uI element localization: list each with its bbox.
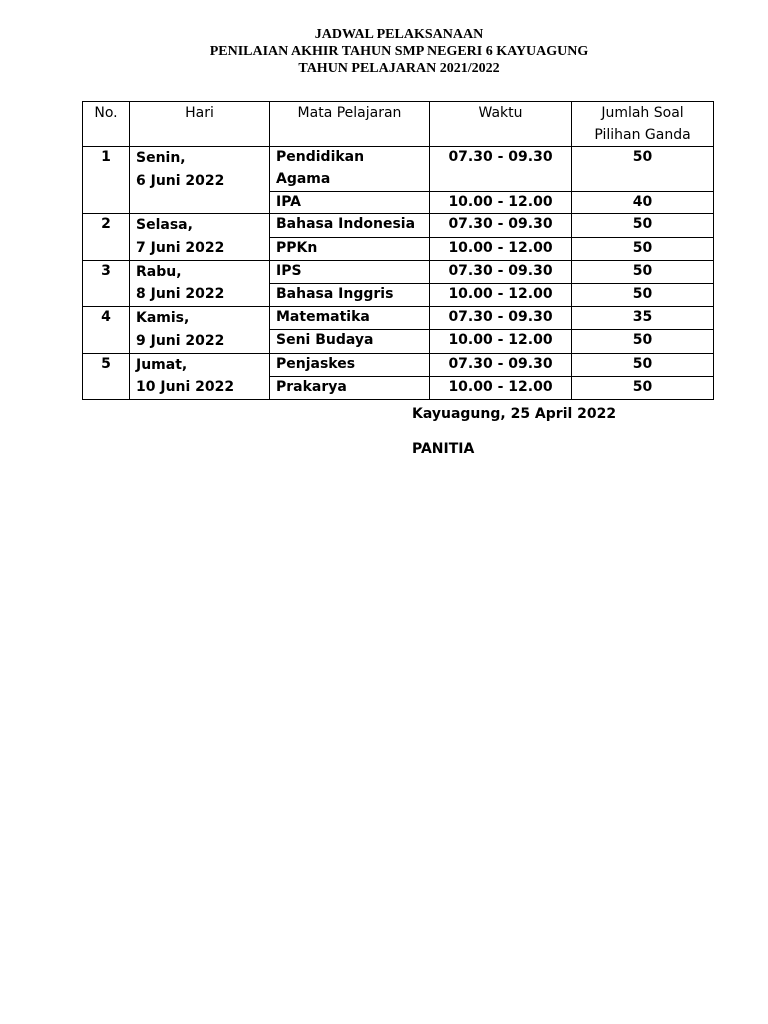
table-row <box>83 147 714 192</box>
schedule-table <box>82 101 714 400</box>
subject-cell: Penjaskes <box>270 353 430 376</box>
day-date: 8 Juni 2022 <box>136 286 225 303</box>
table-row <box>83 214 714 237</box>
time-cell: 07.30 - 09.30 <box>430 260 572 283</box>
header-no: No. <box>83 102 130 147</box>
table-row <box>83 307 714 330</box>
time-cell: 07.30 - 09.30 <box>430 353 572 376</box>
row-number: 4 <box>83 307 130 353</box>
subject-cell: Seni Budaya <box>270 330 430 353</box>
row-number: 1 <box>83 147 130 214</box>
place-date: Kayuagung, 25 April 2022 <box>412 406 617 422</box>
table-row <box>83 353 714 376</box>
day-name: Senin, <box>136 150 186 166</box>
table-row <box>83 260 714 283</box>
subject-cell: Pendidikan Agama <box>270 147 430 192</box>
day-date: 7 Juni 2022 <box>136 240 225 257</box>
time-cell: 10.00 - 12.00 <box>430 283 572 306</box>
time-cell: 07.30 - 09.30 <box>430 147 572 192</box>
day-cell <box>130 260 270 306</box>
committee-label: PANITIA <box>412 441 475 457</box>
subject-cell: Matematika <box>270 307 430 330</box>
time-cell: 07.30 - 09.30 <box>430 214 572 237</box>
day-name: Kamis, <box>136 310 190 327</box>
time-cell: 07.30 - 09.30 <box>430 307 572 330</box>
subject-cell: Bahasa Indonesia <box>270 214 430 237</box>
time-cell: 10.00 - 12.00 <box>430 237 572 260</box>
count-cell: 35 <box>572 307 714 330</box>
count-cell: 50 <box>572 283 714 306</box>
subject-cell: PPKn <box>270 237 430 260</box>
day-name: Jumat, <box>136 356 188 373</box>
row-number: 3 <box>83 260 130 306</box>
header-jumlah-line-2: Pilihan Ganda <box>594 127 691 143</box>
subject-cell: IPA <box>270 191 430 214</box>
count-cell: 50 <box>572 147 714 192</box>
subject-cell: Prakarya <box>270 376 430 399</box>
subject-cell: IPS <box>270 260 430 283</box>
count-cell: 50 <box>572 376 714 399</box>
day-cell <box>130 147 270 214</box>
count-cell: 40 <box>572 191 714 214</box>
document-title <box>0 26 768 77</box>
time-cell: 10.00 - 12.00 <box>430 191 572 214</box>
row-number: 5 <box>83 353 130 399</box>
time-cell: 10.00 - 12.00 <box>430 330 572 353</box>
count-cell: 50 <box>572 237 714 260</box>
time-cell: 10.00 - 12.00 <box>430 376 572 399</box>
count-cell: 50 <box>572 260 714 283</box>
table-header-row <box>83 102 714 147</box>
header-waktu: Waktu <box>430 102 572 147</box>
day-name: Selasa, <box>136 217 193 234</box>
day-date: 6 Juni 2022 <box>136 172 225 189</box>
title-line-3: TAHUN PELAJARAN 2021/2022 <box>298 61 500 76</box>
count-cell: 50 <box>572 353 714 376</box>
day-name: Rabu, <box>136 263 182 280</box>
day-cell <box>130 307 270 353</box>
row-number: 2 <box>83 214 130 260</box>
day-date: 9 Juni 2022 <box>136 332 225 349</box>
header-hari: Hari <box>130 102 270 147</box>
day-cell <box>130 353 270 399</box>
title-line-1: JADWAL PELAKSANAAN <box>314 27 484 42</box>
count-cell: 50 <box>572 214 714 237</box>
header-jumlah-soal <box>572 102 714 147</box>
day-cell <box>130 214 270 260</box>
header-jumlah-line-1: Jumlah Soal <box>601 105 684 121</box>
day-date: 10 Juni 2022 <box>136 379 235 396</box>
count-cell: 50 <box>572 330 714 353</box>
subject-cell: Bahasa Inggris <box>270 283 430 306</box>
header-mata-pelajaran: Mata Pelajaran <box>270 102 430 147</box>
title-line-2: PENILAIAN AKHIR TAHUN SMP NEGERI 6 KAYUAGUNG <box>209 44 589 59</box>
